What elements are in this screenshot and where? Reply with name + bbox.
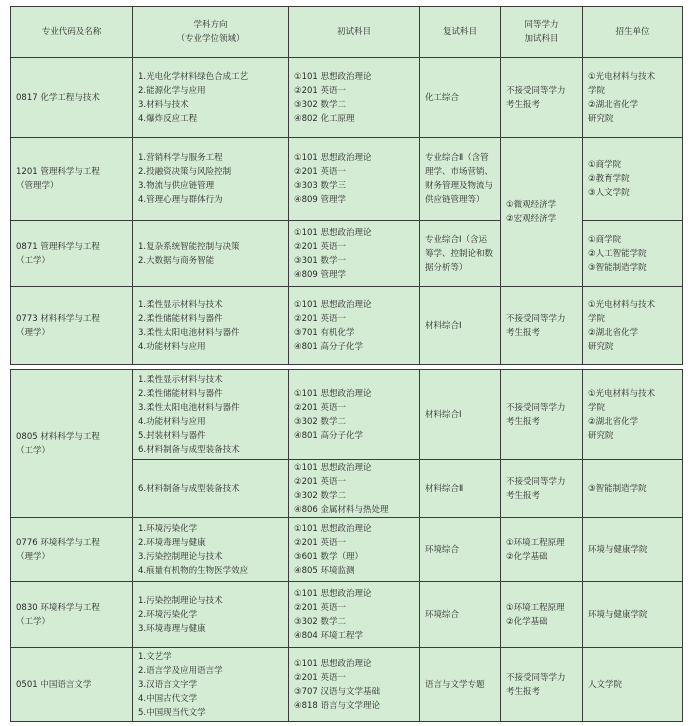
retest-cell: 化工综合 bbox=[420, 58, 501, 138]
header-code-name: 专业代码及名称 bbox=[11, 7, 133, 58]
directions-cell: 1.复杂系统智能控制与决策 2.大数据与商务智能 bbox=[133, 221, 289, 287]
unit-cell: ①光电材料与技术 学院 ②湖北省化学 研究院 bbox=[583, 370, 683, 460]
admissions-table-top bbox=[10, 6, 683, 365]
retest-cell: 材料综合Ⅰ bbox=[420, 287, 501, 365]
retest-cell: 语言与文学专题 bbox=[420, 648, 501, 722]
unit-cell: 环境与健康学院 bbox=[583, 518, 683, 582]
program-code-name: 1201 管理科学与工程 （管理学） bbox=[11, 138, 133, 221]
initial-exam-cell: ①101 思想政治理论 ②201 英语一 ③601 数学（理） ④805 环境监测 bbox=[289, 518, 420, 582]
directions-cell: 1.柔性显示材料与技术 2.柔性储能材料与器件 3.柔性太阳电池材料与器件 4.功能材料与应用 5.封装材料与器件 6.材料制备与成型装备技术 bbox=[133, 370, 289, 460]
table-row bbox=[11, 648, 683, 722]
directions-cell: 1.光电化学材料绿色合成工艺 2.能源化学与应用 3.材料与技术 4.爆炸反应工程 bbox=[133, 58, 289, 138]
equivalent-cell: 不接受同等学力 考生报考 bbox=[501, 370, 583, 460]
equivalent-cell: 不接受同等学力 考生报考 bbox=[501, 460, 583, 518]
retest-cell: 专业综合Ⅱ（含管理学、市场营销、财务管理及物流与供应链管理等） bbox=[420, 138, 501, 221]
directions-cell: 1.污染控制理论与技术 2.环境污染化学 3.环境毒理与健康 bbox=[133, 582, 289, 648]
equivalent-cell: 不接受同等学力 考生报考 bbox=[501, 58, 583, 138]
unit-cell: ①商学院 ②人工智能学院 ③智能制造学院 bbox=[583, 221, 683, 287]
initial-exam-cell: ①101 思想政治理论 ②201 英语一 ③302 数学二 ④801 高分子化学 bbox=[289, 370, 420, 460]
program-code-name: 0871 管理科学与工程 （工学） bbox=[11, 221, 133, 287]
header-retest: 复试科目 bbox=[420, 7, 501, 58]
retest-cell: 材料综合Ⅱ bbox=[420, 460, 501, 518]
initial-exam-cell: ①101 思想政治理论 ②201 英语一 ③302 数学二 ④806 金属材料与热处理 bbox=[289, 460, 420, 518]
header-row bbox=[11, 7, 683, 58]
directions-cell: 1.营销科学与服务工程 2.投融资决策与风险控制 3.物流与供应链管理 4.管理心理与群体行为 bbox=[133, 138, 289, 221]
initial-exam-cell: ①101 思想政治理论 ②201 英语一 ③302 数学二 ④802 化工原理 bbox=[289, 58, 420, 138]
initial-exam-cell: ①101 思想政治理论 ②201 英语一 ③302 数学二 ④804 环境工程学 bbox=[289, 582, 420, 648]
initial-exam-cell: ①101 思想政治理论 ②201 英语一 ③303 数学三 ④809 管理学 bbox=[289, 138, 420, 221]
header-equivalent-extra: 同等学力 加试科目 bbox=[501, 7, 583, 58]
equivalent-cell: 不接受同等学力 考生报考 bbox=[501, 287, 583, 365]
initial-exam-cell: ①101 思想政治理论 ②201 英语一 ③707 汉语与文学基础 ④818 语言与文学理论 bbox=[289, 648, 420, 722]
equivalent-cell: 不接受同等学力 考生报考 bbox=[501, 648, 583, 722]
table-row bbox=[11, 221, 683, 287]
unit-cell: ①光电材料与技术 学院 ②湖北省化学 研究院 bbox=[583, 287, 683, 365]
program-code-name: 0776 环境科学与工程 （理学） bbox=[11, 518, 133, 582]
retest-cell: 专业综合Ⅰ（含运筹学、控制论和数据分析等） bbox=[420, 221, 501, 287]
admissions-table-bottom bbox=[10, 369, 683, 722]
program-code-name: 0773 材料科学与工程 （理学） bbox=[11, 287, 133, 365]
program-code-name: 0830 环境科学与工程 （工学） bbox=[11, 582, 133, 648]
retest-cell: 环境综合 bbox=[420, 518, 501, 582]
initial-exam-cell: ①101 思想政治理论 ②201 英语一 ③301 数学一 ④809 管理学 bbox=[289, 221, 420, 287]
directions-cell: 1.柔性显示材料与技术 2.柔性储能材料与器件 3.柔性太阳电池材料与器件 4.功能材料与应用 bbox=[133, 287, 289, 365]
table-row bbox=[11, 370, 683, 460]
table-row bbox=[11, 287, 683, 365]
directions-cell: 6.材料制备与成型装备技术 bbox=[133, 460, 289, 518]
header-initial-exam: 初试科目 bbox=[289, 7, 420, 58]
program-code-name: 0805 材料科学与工程 （工学） bbox=[11, 370, 133, 518]
unit-cell: ③智能制造学院 bbox=[583, 460, 683, 518]
equivalent-cell: ①环境工程原理 ②化学基础 bbox=[501, 582, 583, 648]
header-unit: 招生单位 bbox=[583, 7, 683, 58]
table-row bbox=[11, 58, 683, 138]
retest-cell: 环境综合 bbox=[420, 582, 501, 648]
table-row bbox=[11, 518, 683, 582]
unit-cell: 环境与健康学院 bbox=[583, 582, 683, 648]
equivalent-cell-merged: ①微观经济学 ②宏观经济学 bbox=[501, 138, 583, 287]
program-code-name: 0817 化学工程与技术 bbox=[11, 58, 133, 138]
program-code-name: 0501 中国语言文学 bbox=[11, 648, 133, 722]
equivalent-cell: ①环境工程原理 ②化学基础 bbox=[501, 518, 583, 582]
unit-cell: 人文学院 bbox=[583, 648, 683, 722]
table-row bbox=[11, 138, 683, 221]
table-row bbox=[11, 582, 683, 648]
header-direction: 学科方向 （专业学位领域） bbox=[133, 7, 289, 58]
directions-cell: 1.文艺学 2.语言学及应用语言学 3.汉语言文字学 4.中国古代文学 5.中国现当代文学 bbox=[133, 648, 289, 722]
retest-cell: 材料综合Ⅰ bbox=[420, 370, 501, 460]
unit-cell: ①商学院 ②教育学院 ③人文学院 bbox=[583, 138, 683, 221]
initial-exam-cell: ①101 思想政治理论 ②201 英语一 ③701 有机化学 ④801 高分子化学 bbox=[289, 287, 420, 365]
unit-cell: ①光电材料与技术 学院 ②湖北省化学 研究院 bbox=[583, 58, 683, 138]
directions-cell: 1.环境污染化学 2.环境毒理与健康 3.污染控制理论与技术 4.痕量有机物的生物医学效应 bbox=[133, 518, 289, 582]
